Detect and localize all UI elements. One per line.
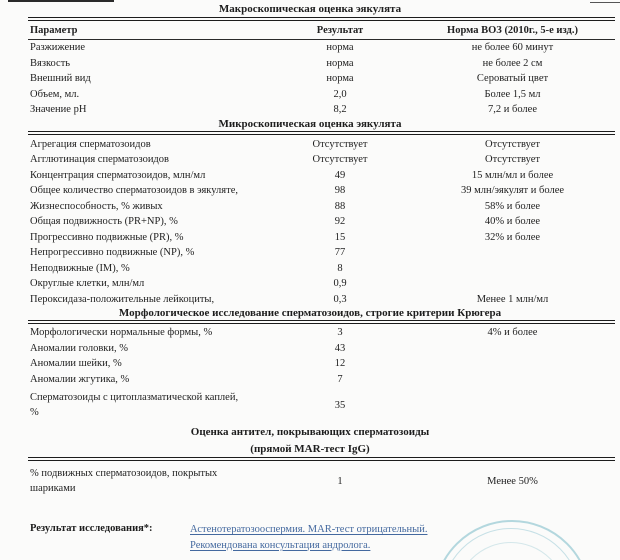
param-label: Агрегация сперматозоидов	[30, 138, 151, 150]
param-label: Внешний вид	[30, 73, 91, 84]
conclusion-line2: Рекомендована консультация андролога.	[190, 539, 371, 551]
norm-value: 40% и более	[484, 216, 541, 227]
norm-value: 7,2 и более	[487, 104, 537, 115]
table-row	[30, 230, 615, 246]
table-row	[30, 183, 615, 199]
param-label: Морфологически нормальные формы, %	[30, 327, 213, 338]
param-label-line2: шариками	[30, 483, 76, 494]
table-header-row	[30, 21, 615, 39]
result-value: Отсутствует	[312, 138, 368, 150]
table-row	[30, 214, 615, 230]
table-row	[30, 199, 615, 215]
norm-value: 4% и более	[487, 327, 538, 338]
divider	[28, 320, 615, 324]
section-title-macroscopic: Макроскопическая оценка эякулята	[218, 3, 402, 15]
table-row	[30, 40, 615, 56]
section-title-microscopic: Микроскопическая оценка эякулята	[218, 117, 402, 130]
scan-artifact-line	[8, 0, 114, 2]
table-row	[30, 245, 615, 261]
norm-value: 39 млн/эякулят и более	[460, 185, 565, 196]
norm-value: не более 60 минут	[471, 42, 554, 53]
scan-artifact-line	[590, 2, 620, 3]
param-label-line1: % подвижных сперматозоидов, покрытых	[30, 468, 218, 479]
param-label-line1: Сперматозоиды с цитоплазматической каплей,	[30, 392, 239, 403]
param-label: Общая подвижность (PR+NP), %	[30, 216, 178, 227]
result-value: 49	[334, 169, 346, 181]
result-value: 3	[337, 327, 343, 338]
norm-value: Менее 50%	[487, 475, 538, 487]
result-value: 43	[334, 342, 346, 354]
param-label: Объем, мл.	[30, 88, 80, 100]
divider	[28, 457, 615, 461]
result-value: норма	[326, 42, 354, 53]
result-value: 35	[334, 399, 346, 411]
section-title-mar-test: Оценка антител, покрывающих сперматозоиды	[190, 426, 430, 438]
result-value: 2,0	[333, 88, 347, 100]
result-value: 1	[337, 475, 343, 487]
table-row	[30, 261, 615, 277]
norm-value: 32% и более	[484, 231, 541, 243]
result-value: 88	[334, 200, 346, 212]
result-value: 8	[337, 262, 343, 274]
param-label: Жизнеспособность, % живых	[30, 200, 163, 212]
column-header-norm: Норма ВОЗ (2010г., 5-е изд.)	[447, 25, 578, 36]
norm-value: не более 2 см	[482, 57, 543, 69]
param-label-line2: %	[30, 407, 39, 418]
column-header-param: Параметр	[30, 25, 78, 36]
norm-value: Отсутствует	[485, 154, 540, 165]
result-value: 92	[334, 216, 346, 227]
param-label: Аномалии жгутика, %	[30, 373, 130, 385]
param-label: Концентрация сперматозоидов, млн/мл	[30, 169, 206, 181]
result-value: 15	[334, 231, 346, 243]
result-value: норма	[326, 73, 354, 84]
table-row	[30, 356, 615, 372]
norm-value: Отсутствует	[485, 138, 540, 150]
conclusion-text	[190, 522, 427, 553]
section-subtitle-mar-test: (прямой MAR-тест IgG)	[250, 443, 370, 455]
table-row	[30, 56, 615, 72]
param-label	[30, 390, 270, 420]
result-value: 77	[334, 247, 346, 258]
param-label: Неподвижные (IM), %	[30, 262, 130, 274]
norm-value: Сероватый цвет	[476, 73, 549, 84]
result-value: 0,3	[333, 293, 347, 305]
table-row	[30, 137, 615, 153]
table-row	[30, 372, 615, 388]
column-header-result: Результат	[316, 25, 364, 36]
param-label	[30, 466, 270, 496]
norm-value: 58% и более	[484, 200, 541, 212]
param-label: Пероксидаза-положительные лейкоциты,	[30, 293, 215, 305]
norm-value: Менее 1 млн/мл	[476, 293, 549, 305]
norm-value: 15 млн/мл и более	[471, 169, 554, 181]
table-row	[30, 102, 615, 118]
param-label: Разжижение	[30, 42, 86, 53]
conclusion-line1: Астенотератозооспермия. MAR-тест отрицательный.	[190, 524, 428, 535]
param-label: Вязкость	[30, 57, 71, 69]
table-row	[30, 341, 615, 357]
divider	[28, 131, 615, 135]
param-label: Общее количество сперматозоидов в эякуляте,	[30, 185, 238, 196]
norm-value: Более 1,5 мл	[484, 88, 541, 100]
table-row	[30, 276, 615, 292]
table-row	[30, 87, 615, 103]
table-row	[30, 387, 615, 422]
param-label: Аномалии шейки, %	[30, 358, 122, 369]
table-row	[30, 325, 615, 341]
conclusion-label: Результат исследования*:	[30, 523, 153, 534]
result-value: Отсутствует	[312, 154, 368, 165]
result-value: 98	[334, 185, 346, 196]
param-label: Аномалии головки, %	[30, 342, 129, 354]
param-label: Агглютинация сперматозоидов	[30, 154, 169, 165]
result-value: 0,9	[333, 278, 347, 289]
result-value: 12	[334, 358, 346, 369]
result-value: 7	[337, 373, 343, 385]
param-label: Округлые клетки, млн/мл	[30, 278, 145, 289]
result-value: 8,2	[333, 104, 347, 115]
table-row	[30, 152, 615, 168]
param-label: Значение pH	[30, 104, 87, 115]
table-row	[30, 463, 615, 498]
param-label: Непрогрессивно подвижные (NP), %	[30, 247, 195, 258]
table-row	[30, 71, 615, 87]
section-title-morphology: Морфологическое исследование сперматозоидов, строгие критерии Крюгера	[118, 307, 502, 319]
param-label: Прогрессивно подвижные (PR), %	[30, 231, 184, 243]
table-row	[30, 168, 615, 184]
result-value: норма	[326, 57, 354, 69]
table-row	[30, 292, 615, 308]
